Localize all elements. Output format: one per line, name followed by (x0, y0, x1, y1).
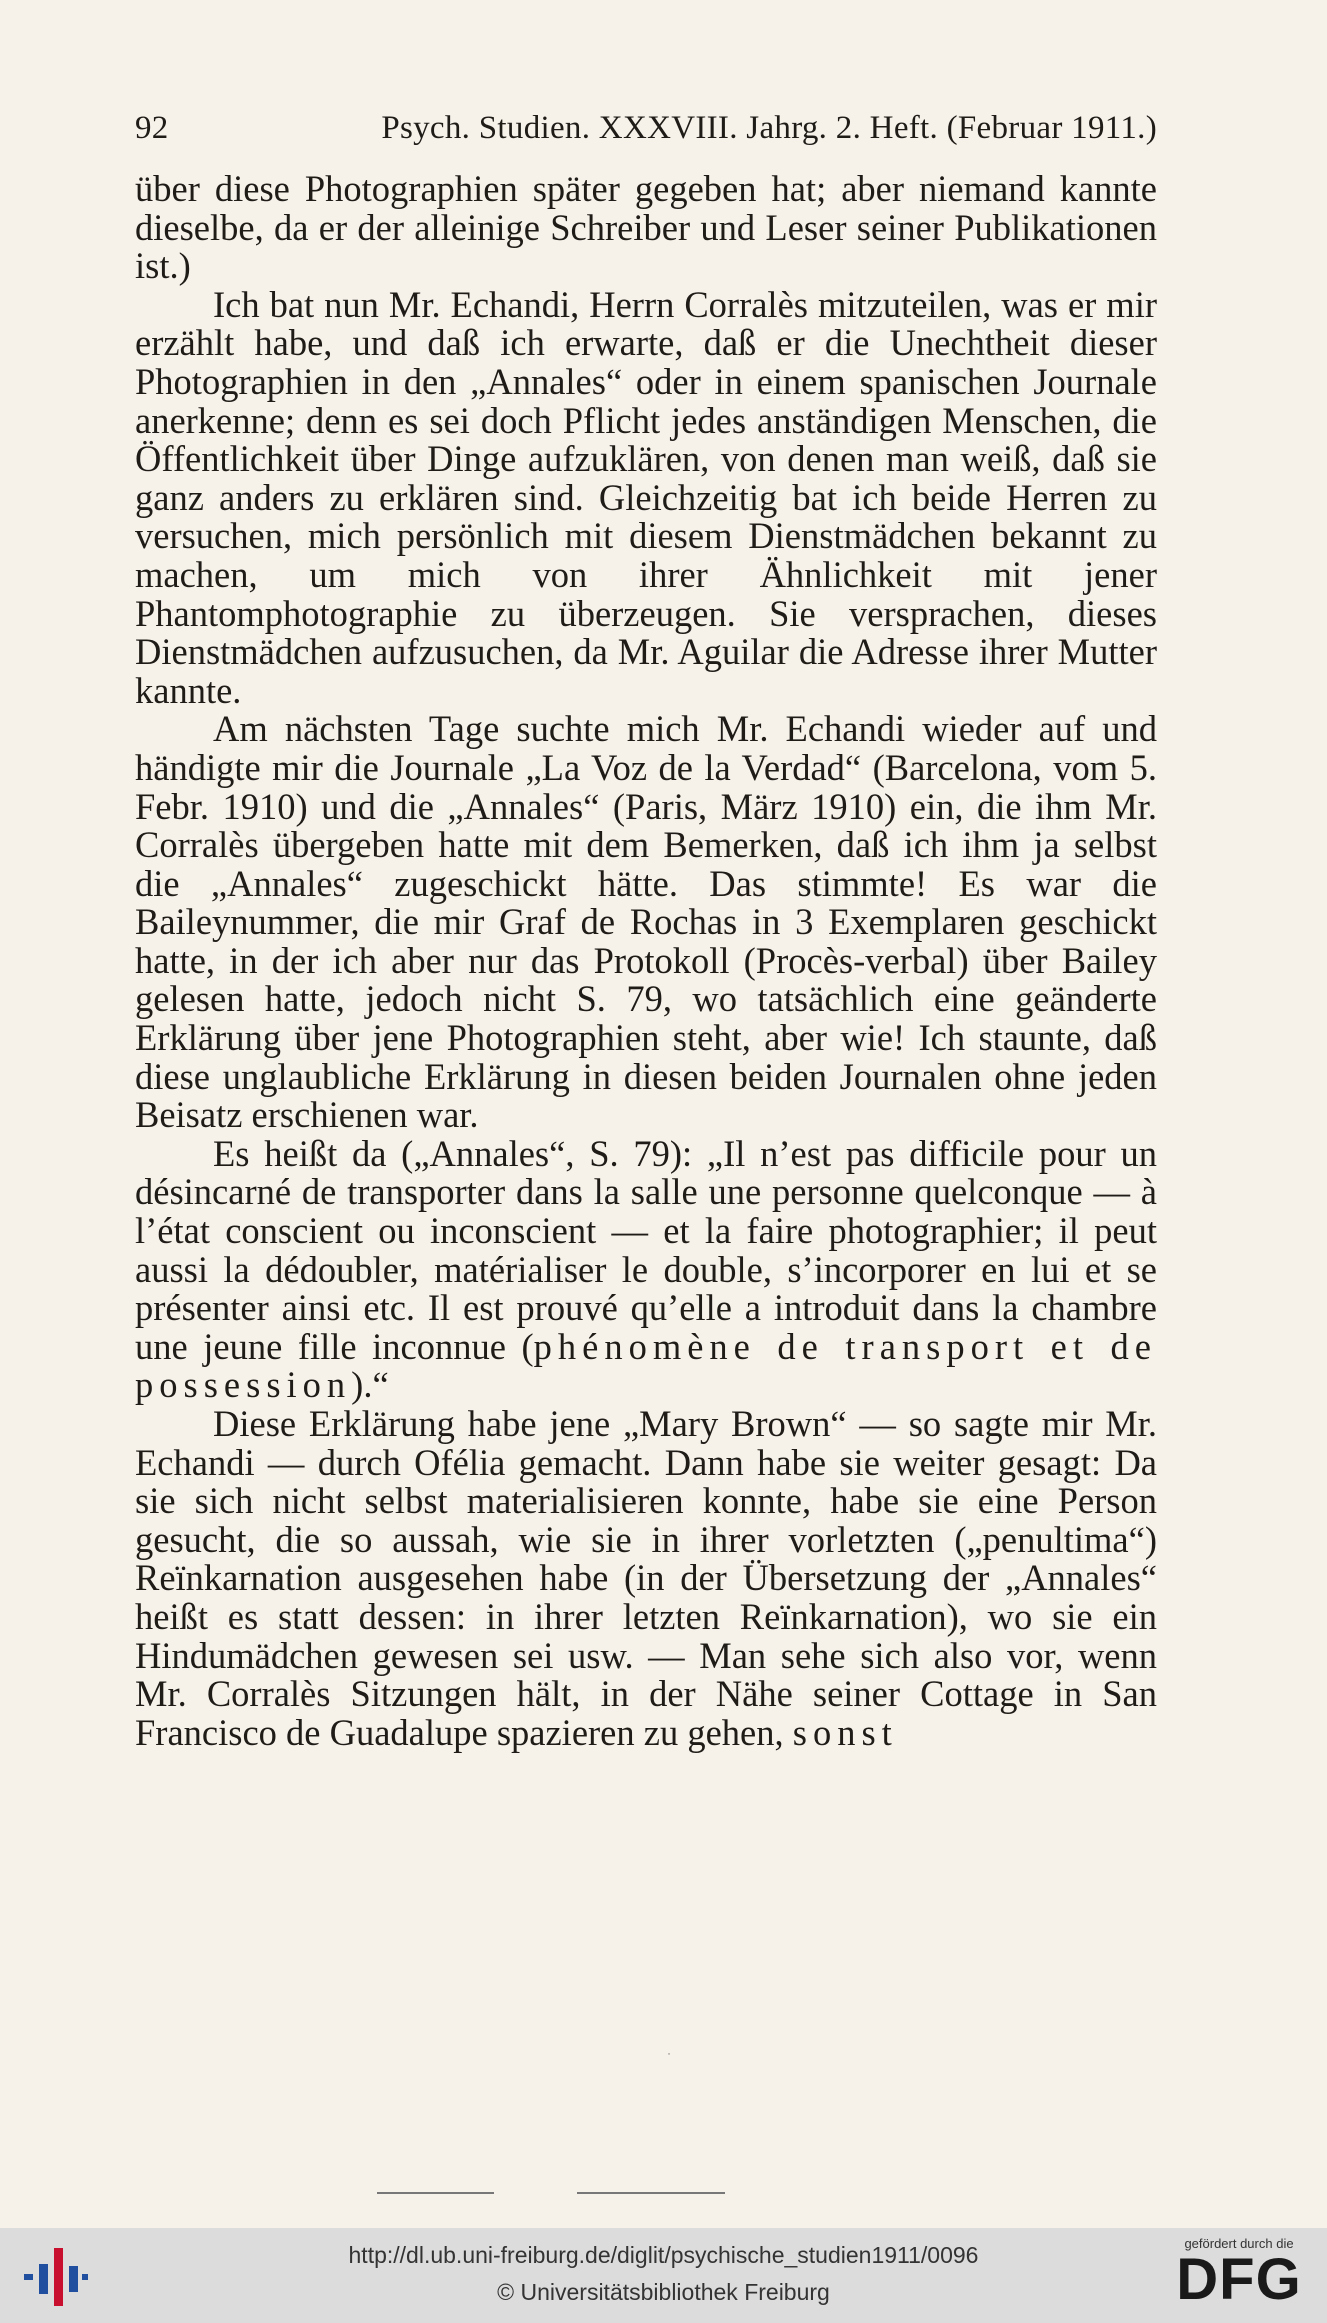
dfg-note: gefördert durch die (1184, 2236, 1294, 2251)
quote-text: Es heißt da („Annales“, S. 79): „Il n’est pas difficile pour un désincarné de transporter dans la salle une personne quelconque — à l’état conscient ou inconscient — et la faire photographier; il peut aussi la dédoubler, matérialiser le double, s’incorporer en lui et se présenter ainsi etc. Il est prouvé qu’elle a introduit dans la chambre une jeune fille inconnue ( (135, 1132, 1157, 1367)
paragraph-2: Ich bat nun Mr. Echandi, Herrn Corralès mitzuteilen, was er mir erzählt habe, und daß ich erwarte, daß er die Unechtheit dieser Photographien in den „Annales“ oder in einem spanischen Journale anerkenne; denn es sei doch Pflicht jedes anständigen Menschen, die Öffentlichkeit über Dinge aufzuklären, von denen man weiß, daß sie ganz anders zu erklären sind. Gleichzeitig bat ich beide Herren zu versuchen, mich persönlich mit diesem Dienstmädchen bekannt zu machen, um mich von ihrer Ähnlichkeit mit jener Phantomphotographie zu überzeugen. Sie versprachen, dieses Dienstmädchen aufzusuchen, da Mr. Aguilar die Adresse ihrer Mutter kannte. (135, 283, 1157, 711)
dfg-logo: DFG (1176, 2247, 1302, 2312)
paragraph-3: Am nächsten Tage suchte mich Mr. Echandi wieder auf und händigte mir die Journale „La Voz de la Verdad“ (Barcelona, vom 5. Febr. 1910) und die „Annales“ (Paris, März 1910) ein, die ihm Mr. Corralès übergeben hatte mit dem Bemerken, daß ich ihm ja selbst die „Annales“ zugeschickt hätte. Das stimmte! Es war die Baileynummer, die mir Graf de Rochas in 3 Exemplaren geschickt hatte, in der ich aber nur das Protokoll (Procès-verbal) über Bailey gelesen hatte, jedoch nicht S. 79, wo tatsächlich eine geänderte Erklärung über jene Photographien steht, aber wie! Ich staunte, daß diese unglaubliche Erklärung in diesen beiden Journalen ohne jeden Beisatz erschienen war. (135, 708, 1157, 1136)
footer-rule-left (377, 2192, 494, 2194)
quote-spaced-phrase: phénomène de transport et de possession (135, 1325, 1158, 1406)
quote-paragraph (135, 1132, 1158, 1406)
footer-bar (0, 2228, 1327, 2323)
dfg-block (1169, 2236, 1309, 2312)
paragraph-1: über diese Photographien später gegeben hat; aber niemand kannte dieselbe, da er der alleinige Schreiber und Leser seiner Publikationen ist.) (135, 168, 1157, 287)
footer-copyright: © Universitätsbibliothek Freiburg (497, 2279, 830, 2305)
quote-tail: ).“ (351, 1364, 389, 1406)
last-word-spaced: sonst (792, 1711, 898, 1753)
footer-url[interactable]: http://dl.ub.uni-freiburg.de/diglit/psychische_studien1911/0096 (348, 2242, 979, 2268)
stray-print-mark: ˙ (667, 2050, 671, 2064)
running-title: Psych. Studien. XXXVIII. Jahrg. 2. Heft. (Februar 1911.) (381, 110, 1157, 146)
page-header (135, 110, 1157, 147)
paragraph-5-text: Diese Erklärung habe jene „Mary Brown“ — so sagte mir Mr. Echandi — durch Ofélia gemacht. Dann habe sie weiter gesagt: Da sie sich nicht selbst materialisieren konnte, habe sie eine Person gesucht, die so aussah, wie sie in ihrer vorletzten („penultima“) Reïnkarnation ausgesehen habe (in der Übersetzung der „Annales“ heißt es statt dessen: in ihrer letzten Reïnkarnation), wo sie ein Hindumädchen gewesen sei usw. — Man sehe sich also vor, wenn Mr. Corralès Sitzungen hält, in der Nähe seiner Cottage in San Francisco de Guadalupe spazieren zu gehen, (135, 1403, 1157, 1753)
paragraph-5 (135, 1405, 1157, 1752)
footer-rule-right (577, 2192, 725, 2194)
page-number: 92 (135, 110, 169, 146)
body-text (135, 170, 1157, 1752)
